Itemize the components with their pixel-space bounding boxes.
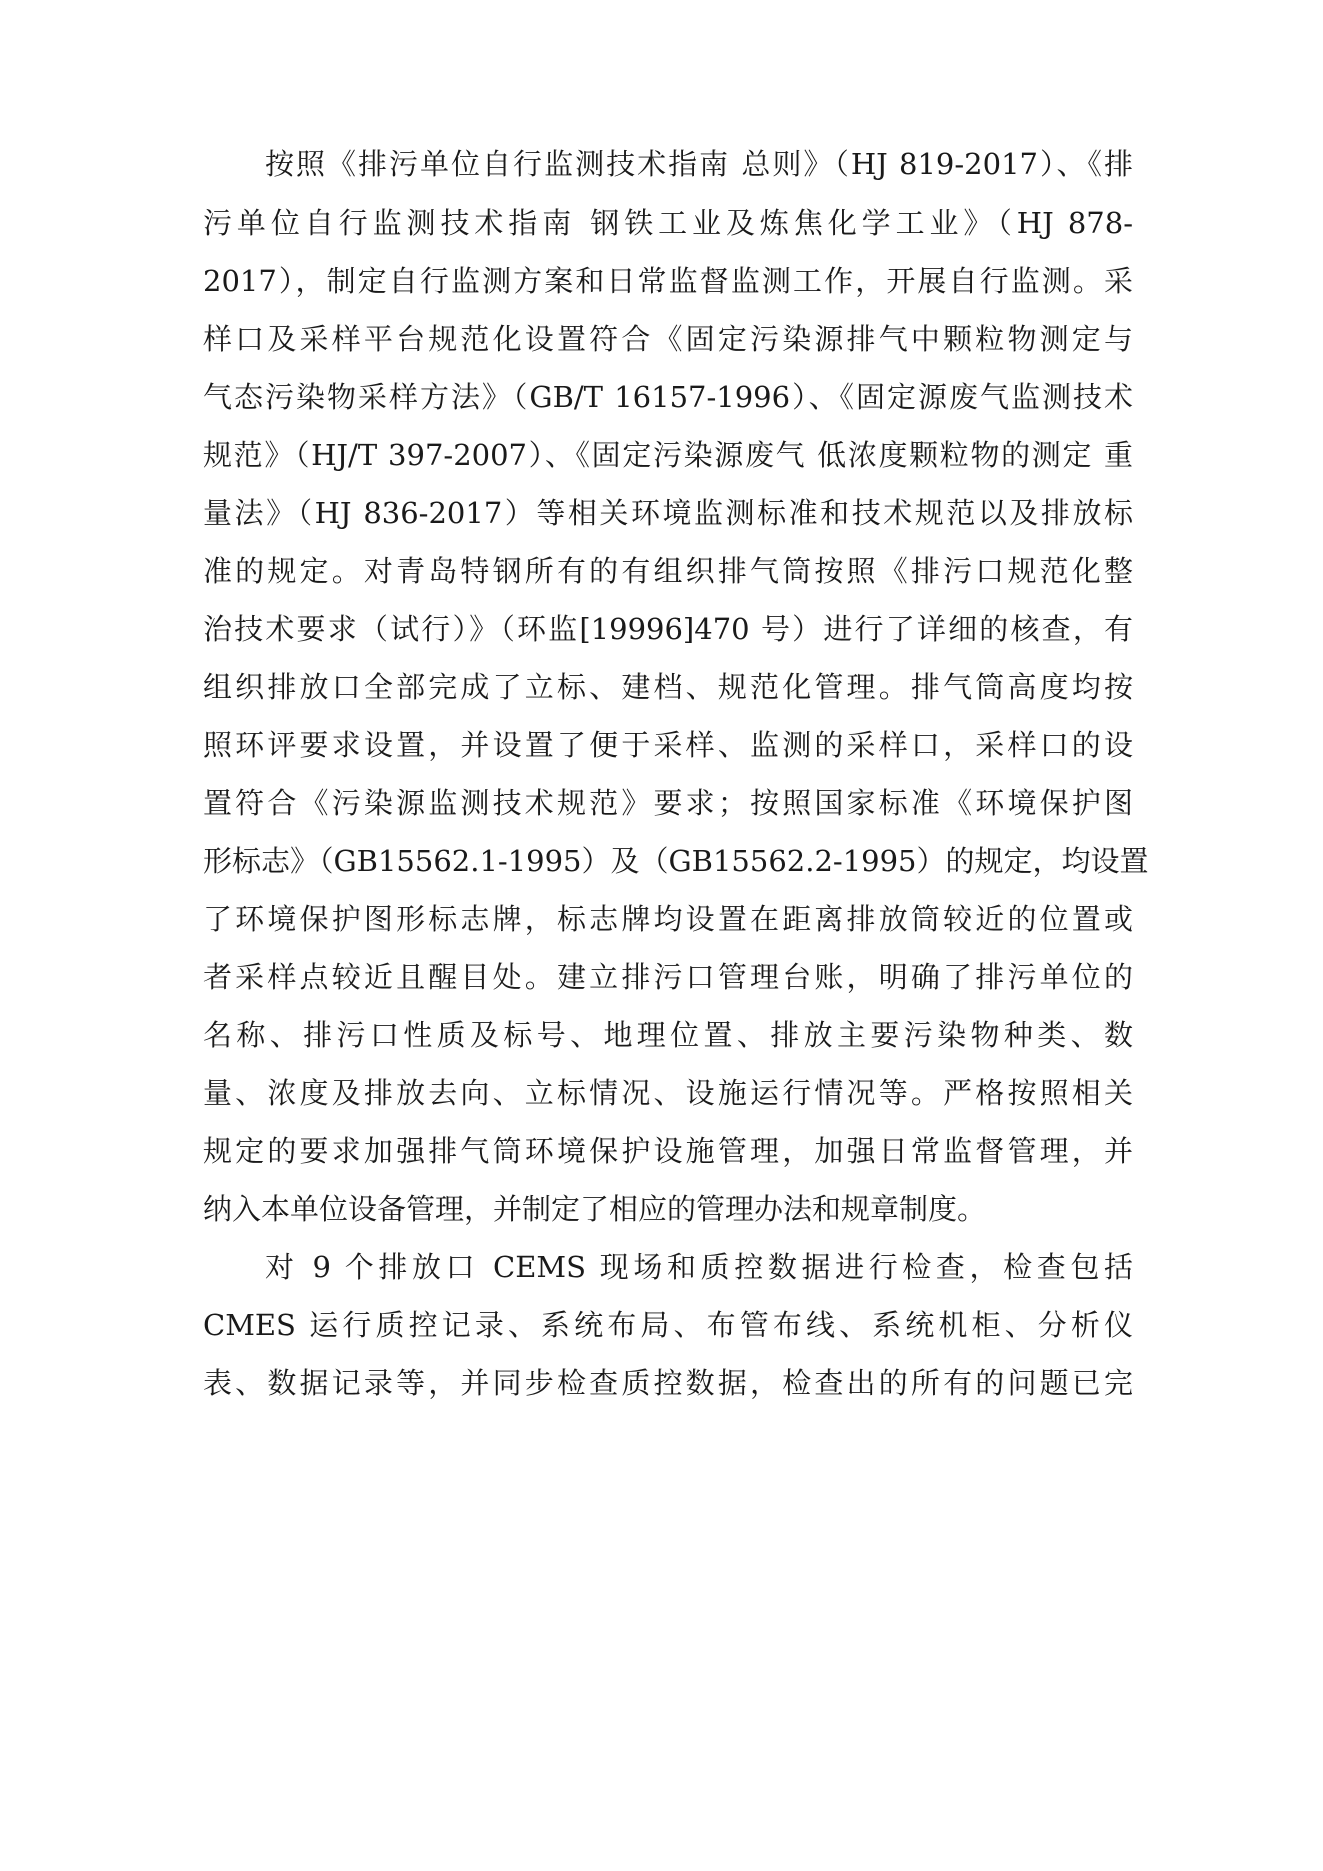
paragraph-1-line-10: 组织排放口全部完成了立标、建档、规范化管理。排气筒高度均按 (203, 670, 1133, 704)
paragraph-2-line-3: 表、数据记录等，并同步检查质控数据，检查出的所有的问题已完 (203, 1366, 1133, 1400)
paragraph-1-line-3: 2017），制定自行监测方案和日常监督监测工作，开展自行监测。采 (203, 264, 1133, 298)
paragraph-1-line-19: 纳入本单位设备管理，并制定了相应的管理办法和规章制度。 (203, 1192, 987, 1226)
paragraph-1-line-11: 照环评要求设置，并设置了便于采样、监测的采样口，采样口的设 (203, 728, 1133, 762)
paragraph-1-line-13: 形标志》（GB15562.1-1995）及（GB15562.2-1995）的规定，均设置 (203, 844, 1149, 878)
paragraph-1-line-12: 置符合《污染源监测技术规范》要求；按照国家标准《环境保护图 (203, 786, 1133, 820)
paragraph-1-line-4: 样口及采样平台规范化设置符合《固定污染源排气中颗粒物测定与 (203, 322, 1133, 356)
paragraph-1-line-14: 了环境保护图形标志牌，标志牌均设置在距离排放筒较近的位置或 (203, 902, 1133, 936)
paragraph-1-line-1: 按照《排污单位自行监测技术指南 总则》（HJ 819-2017）、《排 (265, 147, 1133, 181)
paragraph-1-line-7: 量法》（HJ 836-2017）等相关环境监测标准和技术规范以及排放标 (203, 496, 1133, 530)
paragraph-1-line-18: 规定的要求加强排气筒环境保护设施管理，加强日常监督管理，并 (203, 1134, 1133, 1168)
paragraph-1-line-2: 污单位自行监测技术指南 钢铁工业及炼焦化学工业》（HJ 878- (203, 206, 1133, 240)
paragraph-1-line-5: 气态污染物采样方法》（GB/T 16157-1996）、《固定源废气监测技术 (203, 380, 1133, 414)
paragraph-1-line-6: 规范》（HJ/T 397-2007）、《固定污染源废气 低浓度颗粒物的测定 重 (203, 438, 1133, 472)
paragraph-1-line-9: 治技术要求（试行）》（环监[19996]470 号）进行了详细的核查，有 (203, 612, 1133, 646)
paragraph-1-line-8: 准的规定。对青岛特钢所有的有组织排气筒按照《排污口规范化整 (203, 554, 1133, 588)
paragraph-1-line-16: 名称、排污口性质及标号、地理位置、排放主要污染物种类、数 (203, 1018, 1133, 1052)
paragraph-1-line-15: 者采样点较近且醒目处。建立排污口管理台账，明确了排污单位的 (203, 960, 1133, 994)
paragraph-2-line-2: CMES 运行质控记录、系统布局、布管布线、系统机柜、分析仪 (203, 1308, 1133, 1342)
paragraph-1-line-17: 量、浓度及排放去向、立标情况、设施运行情况等。严格按照相关 (203, 1076, 1133, 1110)
paragraph-2-line-1: 对 9 个排放口 CEMS 现场和质控数据进行检查，检查包括 (265, 1250, 1133, 1284)
